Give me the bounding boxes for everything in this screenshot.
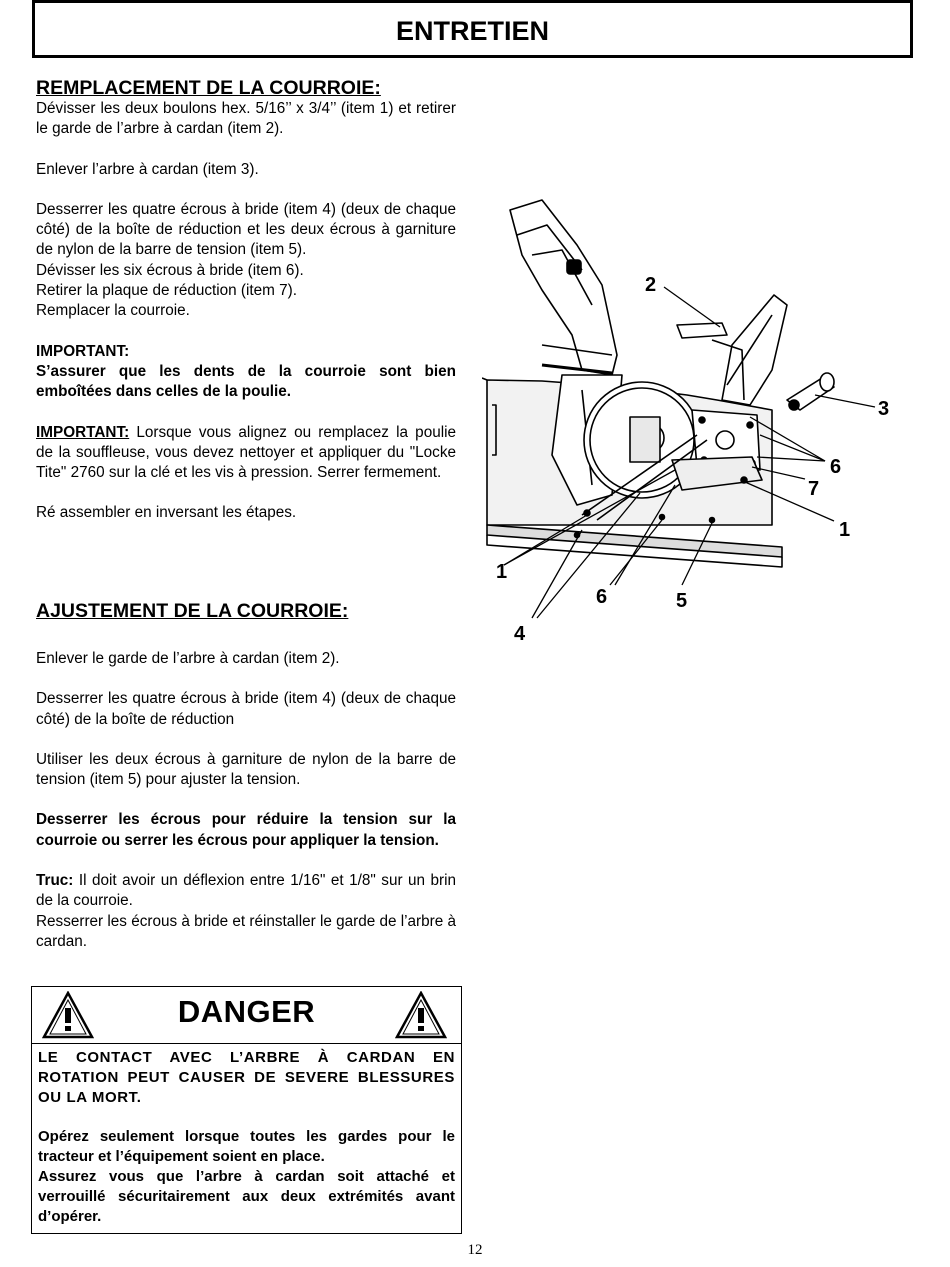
header-box: [32, 0, 913, 58]
callout-6: 6: [830, 456, 842, 478]
important-label-1: IMPORTANT:: [36, 342, 130, 360]
step-remove-shaft: Enlever l’arbre à cardan (item 3).: [36, 160, 259, 178]
step-loosen-nuts: Desserrer les quatre écrous à bride (item 4) (deux de chaque côté) de la boîte de réduction et les deux écrous à garniture de nylon de la barre de tension (item 5).: [36, 200, 456, 259]
danger-header: [32, 987, 461, 1044]
adjust-remove-guard: Enlever le garde de l’arbre à cardan (item 2).: [36, 650, 340, 667]
step-reassemble: Ré assembler en inversant les étapes.: [36, 504, 297, 522]
callout-7: 7: [808, 478, 820, 500]
adjust-loosen-nuts: Desserrer les quatre écrous à bride (item 4) (deux de chaque côté) de la boîte de réduction: [36, 690, 456, 728]
snowblower-belt-diagram: [482, 195, 902, 650]
section-title-adjustment: AJUSTEMENT DE LA COURROIE:: [36, 600, 349, 622]
important-text-1: S’assurer que les dents de la courroie sont bien emboîtées dans celles de la poulie.: [36, 362, 456, 401]
adjust-use-nylon-nuts: Utiliser les deux écrous à garniture de nylon de la barre de tension (item 5) pour ajuster la tension.: [36, 750, 456, 789]
danger-title: DANGER: [177, 994, 316, 1029]
callout-2: 2: [645, 274, 657, 296]
callout-1: 1: [839, 519, 851, 541]
danger-warning-box: [31, 986, 462, 1234]
step-replace-belt: Remplacer la courroie.: [36, 302, 190, 320]
section-belt-adjustment: [36, 600, 456, 952]
page-number: 12: [467, 1242, 483, 1258]
callout-3: 3: [878, 398, 890, 420]
tip-paragraph: [36, 871, 456, 912]
adjust-retighten: Resserrer les écrous à bride et réinstaller le garde de l’arbre à cardan.: [36, 912, 457, 950]
danger-secure-text: Assurez vous que l’arbre à cardan soit attaché et verrouillé sécuritairement aux deux extrémités avant d’opérer.: [38, 1168, 455, 1225]
danger-warning-text: LE CONTACT AVEC L’ARBRE À CARDAN EN ROTATION PEUT CAUSER DE SEVERE BLESSURES OU LA MORT.: [38, 1049, 455, 1106]
callout-5: 5: [676, 590, 688, 612]
step-remove-plate: Retirer la plaque de réduction (item 7).: [36, 282, 298, 300]
page-title: ENTRETIEN: [395, 16, 549, 46]
danger-guards-text: Opérez seulement lorsque toutes les gardes pour le tracteur et l’équipement soient en place.: [38, 1128, 455, 1165]
important-text-2: Lorsque vous alignez ou remplacez la poulie de la souffleuse, vous devez nettoyer et appliquer du "Locke Tite" 2760 sur la clé et les vis à pression. Serrer fermement.: [36, 423, 457, 482]
important-label-2: IMPORTANT:: [36, 423, 130, 441]
step-remove-bolts: Dévisser les deux boulons hex. 5/16’’ x 3/4’’ (item 1) et retirer le garde de l’arbre à cardan (item 2).: [36, 100, 456, 138]
callout-1: 1: [496, 561, 508, 583]
section-title-replacement: REMPLACEMENT DE LA COURROIE:: [36, 77, 381, 99]
step-unscrew-six-nuts: Dévisser les six écrous à bride (item 6).: [36, 261, 304, 279]
callout-6: 6: [596, 586, 608, 608]
adjust-tension-note: Desserrer les écrous pour réduire la tension sur la courroie ou serrer les écrous pour appliquer la tension.: [36, 811, 456, 849]
tip-label: Truc:: [36, 872, 74, 890]
tip-text: Il doit avoir un déflexion entre 1/16" et 1/8" sur un brin de la courroie.: [36, 872, 456, 910]
section-belt-replacement: [36, 77, 456, 524]
important-paragraph-2: [36, 423, 456, 484]
warning-triangle-icon: [395, 991, 447, 1039]
danger-body: [38, 1048, 455, 1227]
callout-4: 4: [514, 623, 526, 645]
